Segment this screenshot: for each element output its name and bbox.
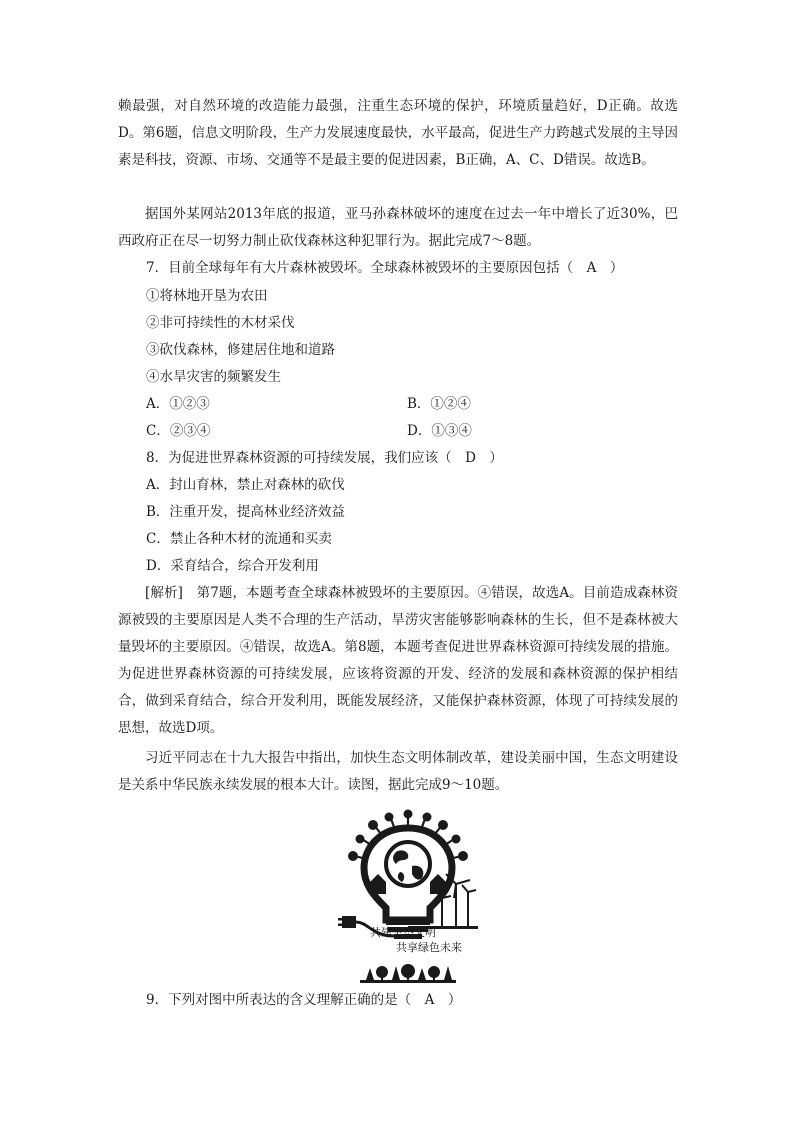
q7-stem: 7．目前全球每年有大片森林被毁坏。全球森林被毁坏的主要原因包括（ A ） xyxy=(146,260,624,276)
context-7-8: 据国外某网站2013年底的报道，亚马孙森林破坏的速度在过去一年中增长了近30%，巴西政府正在尽一切努力制止砍伐森林这种犯罪行为。据此完成7～8题。 xyxy=(118,206,678,249)
q8-option-c: C．禁止各种木材的流通和买卖 xyxy=(146,531,332,547)
q9-stem: 9．下列对图中所表达的含义理解正确的是（ A ） xyxy=(146,992,462,1008)
q7-option-a: A．①②③ xyxy=(146,396,210,412)
q7-item-2: ②非可持续性的木材采伐 xyxy=(146,315,295,331)
q7-option-d: D．①③④ xyxy=(407,423,472,439)
q8-option-d: D．采育结合，综合开发利用 xyxy=(146,558,319,574)
context-9-10: 习近平同志在十九大报告中指出，加快生态文明体制改革，建设美丽中国，生态文明建设是关系中华民族永续发展的根本大计。读图，据此完成9～10题。 xyxy=(118,750,678,793)
figure-caption-line1: 共建生态文明 xyxy=(370,926,436,939)
q7-item-1: ①将林地开垦为农田 xyxy=(146,288,268,304)
q8-option-b: B．注重开发，提高林业经济效益 xyxy=(146,504,345,520)
q7-option-c: C．②③④ xyxy=(146,423,211,439)
eco-lightbulb-figure xyxy=(338,808,478,984)
q8-stem: 8．为促进世界森林资源的可持续发展，我们应该（ D ） xyxy=(146,450,503,466)
figure-caption-line2: 共享绿色未来 xyxy=(396,941,462,954)
analysis-7-8: [解析] 第7题，本题考查全球森林被毁坏的主要原因。④错误，故选A。目前造成森林资源被毁的主要原因是人类不合理的生产活动，旱涝灾害能够影响森林的生长，但不是森林被大量毁坏的主要原因。④错误，故选A。第8题，本题考查促进世界森林资源可持续发展的措施。为促进世界森林资源的可持续发展，应该将资源的开发、经济的发展和森林资源的保护相结合，做到采育结合，综合开发利用，既能发展经济，又能保护森林资源，体现了可持续发展的思想，故选D项。 xyxy=(118,585,678,736)
q7-item-4: ④水旱灾害的频繁发生 xyxy=(146,369,281,385)
lightbulb-illustration xyxy=(338,808,478,984)
q7-item-3: ③砍伐森林，修建居住地和道路 xyxy=(146,342,335,358)
q8-option-a: A．封山育林，禁止对森林的砍伐 xyxy=(146,477,345,493)
intro-paragraph: 赖最强，对自然环境的改造能力最强，注重生态环境的保护，环境质量趋好，D正确。故选D。第6题，信息文明阶段，生产力发展速度最快，水平最高，促进生产力跨越式发展的主导因素是科技，资源、市场、交通等不是最主要的促进因素，B正确，A、C、D错误。故选B。 xyxy=(118,98,678,168)
q7-option-b: B．①②④ xyxy=(407,396,471,412)
